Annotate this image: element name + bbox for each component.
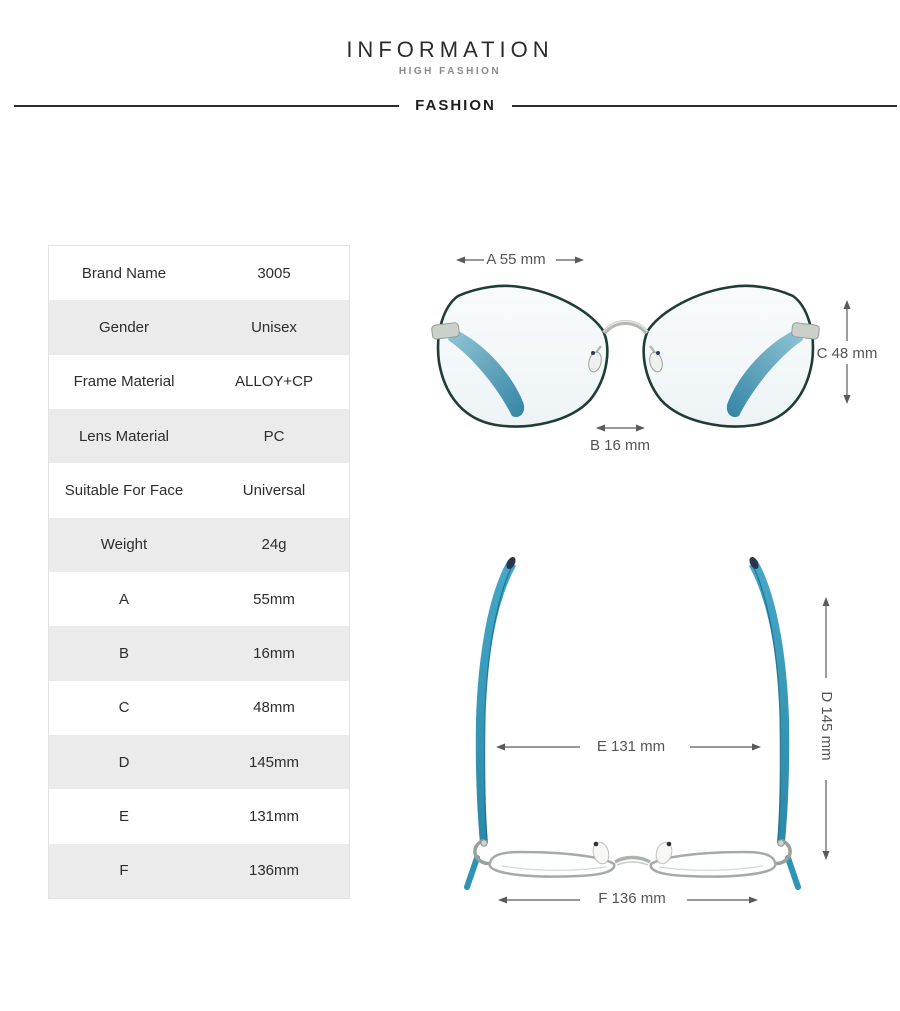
spec-value: 145mm (248, 753, 300, 771)
spec-value: PC (263, 427, 285, 445)
spec-label: Lens Material (78, 427, 170, 445)
dim-d-label: D 145 mm (818, 691, 835, 761)
table-row (49, 463, 349, 517)
spec-label: F (119, 862, 129, 880)
spec-value: 3005 (257, 264, 291, 282)
temple-arm (476, 560, 516, 843)
spec-label: D (118, 753, 130, 771)
spec-value: 131mm (248, 807, 300, 825)
spec-label: A (118, 590, 129, 608)
spec-label: Gender (98, 318, 150, 336)
pad-screw (591, 351, 595, 355)
table-row (49, 355, 349, 409)
page-subtitle: HIGH FASHION (398, 66, 502, 77)
spec-value: 16mm (253, 644, 295, 662)
table-row (49, 681, 349, 735)
pad-screw (594, 842, 599, 847)
spec-table (48, 245, 350, 899)
table-row (49, 300, 349, 354)
spec-label: Suitable For Face (64, 481, 184, 499)
fashion-divider (14, 97, 897, 114)
table-row (49, 626, 349, 680)
spec-value: Universal (242, 481, 306, 499)
temple-edge (485, 566, 512, 840)
spec-label: Brand Name (81, 264, 167, 282)
divider-label: FASHION (415, 97, 496, 114)
spec-label: Weight (100, 536, 148, 554)
spec-value: ALLOY+CP (235, 373, 313, 391)
top-left-half (467, 555, 614, 887)
divider-line-right (512, 105, 897, 107)
bridge (604, 323, 647, 334)
spec-label: E (118, 807, 129, 825)
table-row (49, 518, 349, 572)
table-row (49, 572, 349, 626)
dim-b-arrows (596, 425, 645, 432)
spec-value: Unisex (251, 318, 297, 336)
table-row (49, 409, 349, 463)
spec-value: 136mm (248, 862, 300, 880)
temple-stub (467, 858, 477, 887)
dim-e-label: E 131 mm (596, 738, 666, 755)
spec-label: Frame Material (73, 373, 175, 391)
table-row (49, 789, 349, 843)
spec-value: 48mm (253, 699, 295, 717)
dim-b-label: B 16 mm (589, 437, 650, 454)
bridge-top-highlight (617, 862, 648, 865)
table-row (49, 735, 349, 789)
end-piece (431, 322, 460, 339)
spec-value: 24g (261, 536, 287, 554)
spec-label: C (118, 699, 130, 717)
front-left-half (431, 286, 607, 427)
spec-value: 55mm (253, 590, 295, 608)
hinge-knob (481, 840, 487, 846)
divider-line-left (14, 105, 399, 107)
dim-a-label: A 55 mm (486, 251, 546, 268)
dim-c-label: C 48 mm (816, 345, 878, 362)
spec-label: B (118, 644, 129, 662)
table-row (49, 246, 349, 300)
dim-f-label: F 136 mm (598, 890, 666, 907)
table-row (49, 844, 349, 898)
page-title: INFORMATION (346, 37, 554, 62)
